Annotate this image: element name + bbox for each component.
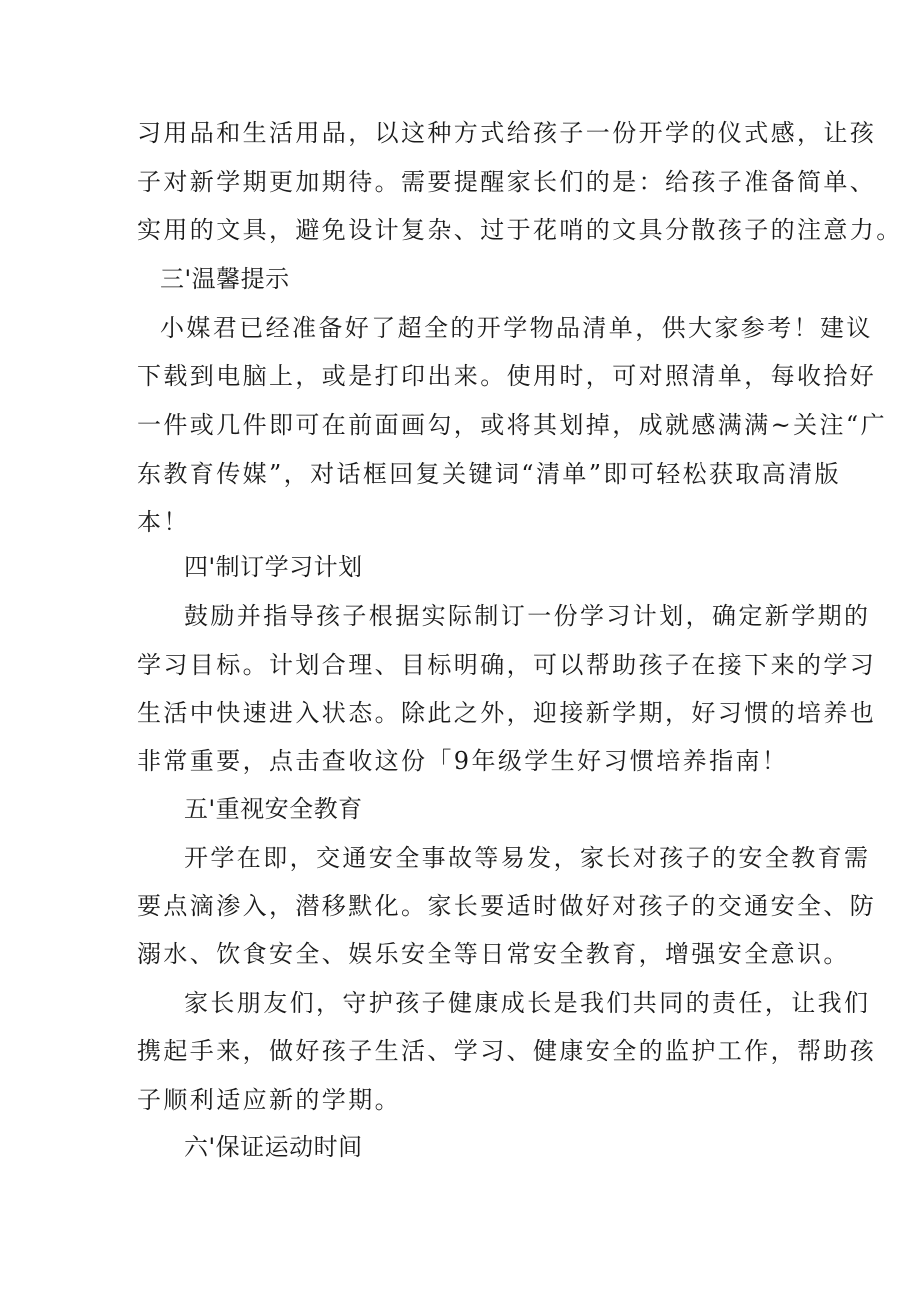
closing-line-3: 子顺利适应新的学期。	[137, 1086, 401, 1114]
section-4-heading: 四'制订学习计划	[184, 553, 363, 581]
section-3-line-1: 小媒君已经准备好了超全的开学物品清单，供大家参考！建议	[160, 314, 873, 342]
section-5-line-1: 开学在即，交通安全事故等易发，家长对孩子的安全教育需	[184, 844, 871, 872]
section-3-heading: 三'温馨提示	[160, 265, 290, 293]
intro-line-1: 习用品和生活用品，以这种方式给孩子一份开学的仪式感，让孩	[137, 119, 877, 147]
intro-line-2: 子对新学期更加期待。需要提醒家长们的是：给孩子准备简单、	[137, 168, 877, 196]
section-4-line-2: 学习目标。计划合理、目标明确，可以帮助孩子在接下来的学习	[137, 651, 877, 679]
section-4-line-4: 非常重要，点击查收这份「9年级学生好习惯培养指南！	[137, 747, 789, 775]
section-3-line-4: 东教育传媒”，对话框回复关键词“清单”即可轻松获取高清版	[137, 460, 842, 488]
closing-line-2: 携起手来，做好孩子生活、学习、健康安全的监护工作，帮助孩	[137, 1037, 877, 1065]
section-3-line-5: 本！	[137, 508, 190, 536]
section-3-line-3: 一件或几件即可在前面画勾，或将其划掉，成就感满满~关注“广	[137, 411, 887, 439]
section-5-heading: 五'重视安全教育	[184, 795, 363, 823]
section-4-line-3: 生活中快速进入状态。除此之外，迎接新学期，好习惯的培养也	[137, 699, 877, 727]
closing-line-1: 家长朋友们，守护孩子健康成长是我们共同的责任，让我们	[184, 989, 871, 1017]
section-5-line-3: 溺水、饮食安全、娱乐安全等日常安全教育，增强安全意识。	[137, 940, 850, 968]
intro-line-3: 实用的文具，避免设计复杂、过于花哨的文具分散孩子的注意力。	[137, 216, 903, 244]
section-3-line-2: 下载到电脑上，或是打印出来。使用时，可对照清单，每收拾好	[137, 362, 877, 390]
section-6-heading: 六'保证运动时间	[184, 1133, 363, 1161]
section-5-line-2: 要点滴渗入，潜移默化。家长要适时做好对孩子的交通安全、防	[137, 892, 877, 920]
section-4-line-1: 鼓励并指导孩子根据实际制订一份学习计划，确定新学期的	[184, 602, 871, 630]
